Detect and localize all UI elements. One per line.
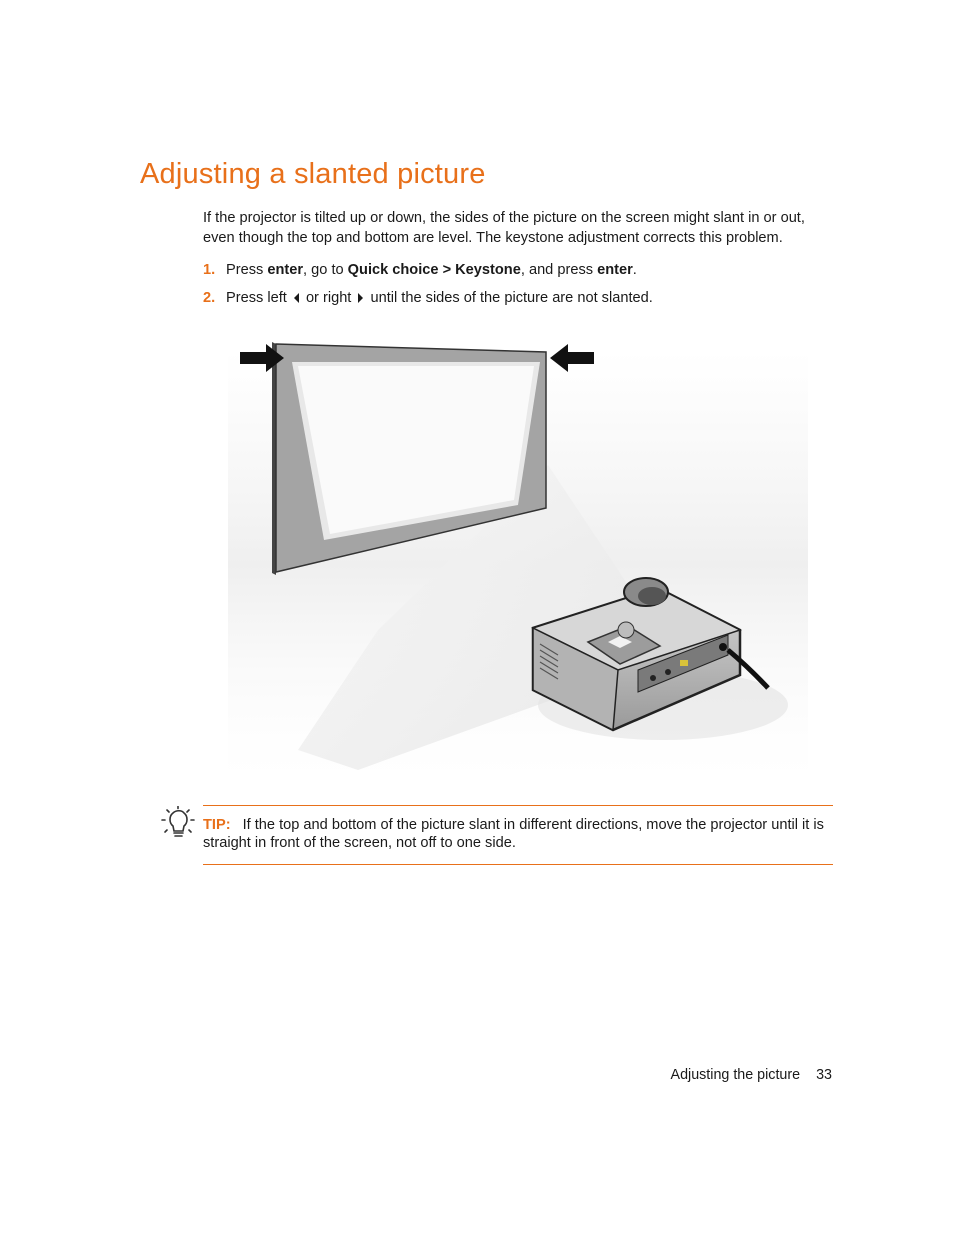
- enter-key-label: enter: [597, 262, 633, 278]
- tip-paragraph: [203, 816, 831, 852]
- step-item: [203, 288, 831, 316]
- step-text: or right: [301, 290, 356, 306]
- step-text: until the sides of the picture are not slanted.: [366, 290, 653, 306]
- step-text: , and press: [520, 262, 598, 278]
- intro-paragraph: If the projector is tilted up or down, the sides of the picture on the screen might slant in or out, even though the top and bottom are level. The keystone adjustment corrects this problem.: [203, 210, 805, 246]
- keystone-illustration: [228, 330, 808, 785]
- enter-key-label: enter: [267, 262, 304, 278]
- lens-assembly: [624, 578, 668, 606]
- page-footer: [671, 1067, 832, 1083]
- step-number: 2.: [203, 290, 216, 306]
- tip-box: [203, 805, 833, 865]
- step-text: Press: [226, 262, 268, 278]
- step-text: , go to: [303, 262, 348, 278]
- footer-section-title: Adjusting the picture: [670, 1067, 801, 1083]
- step-list: [203, 260, 831, 316]
- menu-path-label: Quick choice > Keystone: [347, 262, 521, 278]
- page-number: 33: [816, 1067, 832, 1083]
- step-item: [203, 260, 831, 288]
- step-text: Press left: [226, 290, 291, 306]
- tip-text: If the top and bottom of the picture slant in different directions, move the projector until it is straight in front of the screen, not off to one side.: [203, 817, 824, 851]
- step-number: 1.: [203, 262, 216, 278]
- step-text: .: [632, 262, 637, 278]
- triangle-right-icon: [358, 293, 363, 303]
- page-title: Adjusting a slanted picture: [140, 158, 486, 190]
- lightbulb-icon: [160, 806, 196, 842]
- tip-label: TIP:: [203, 817, 231, 833]
- triangle-left-icon: [294, 293, 299, 303]
